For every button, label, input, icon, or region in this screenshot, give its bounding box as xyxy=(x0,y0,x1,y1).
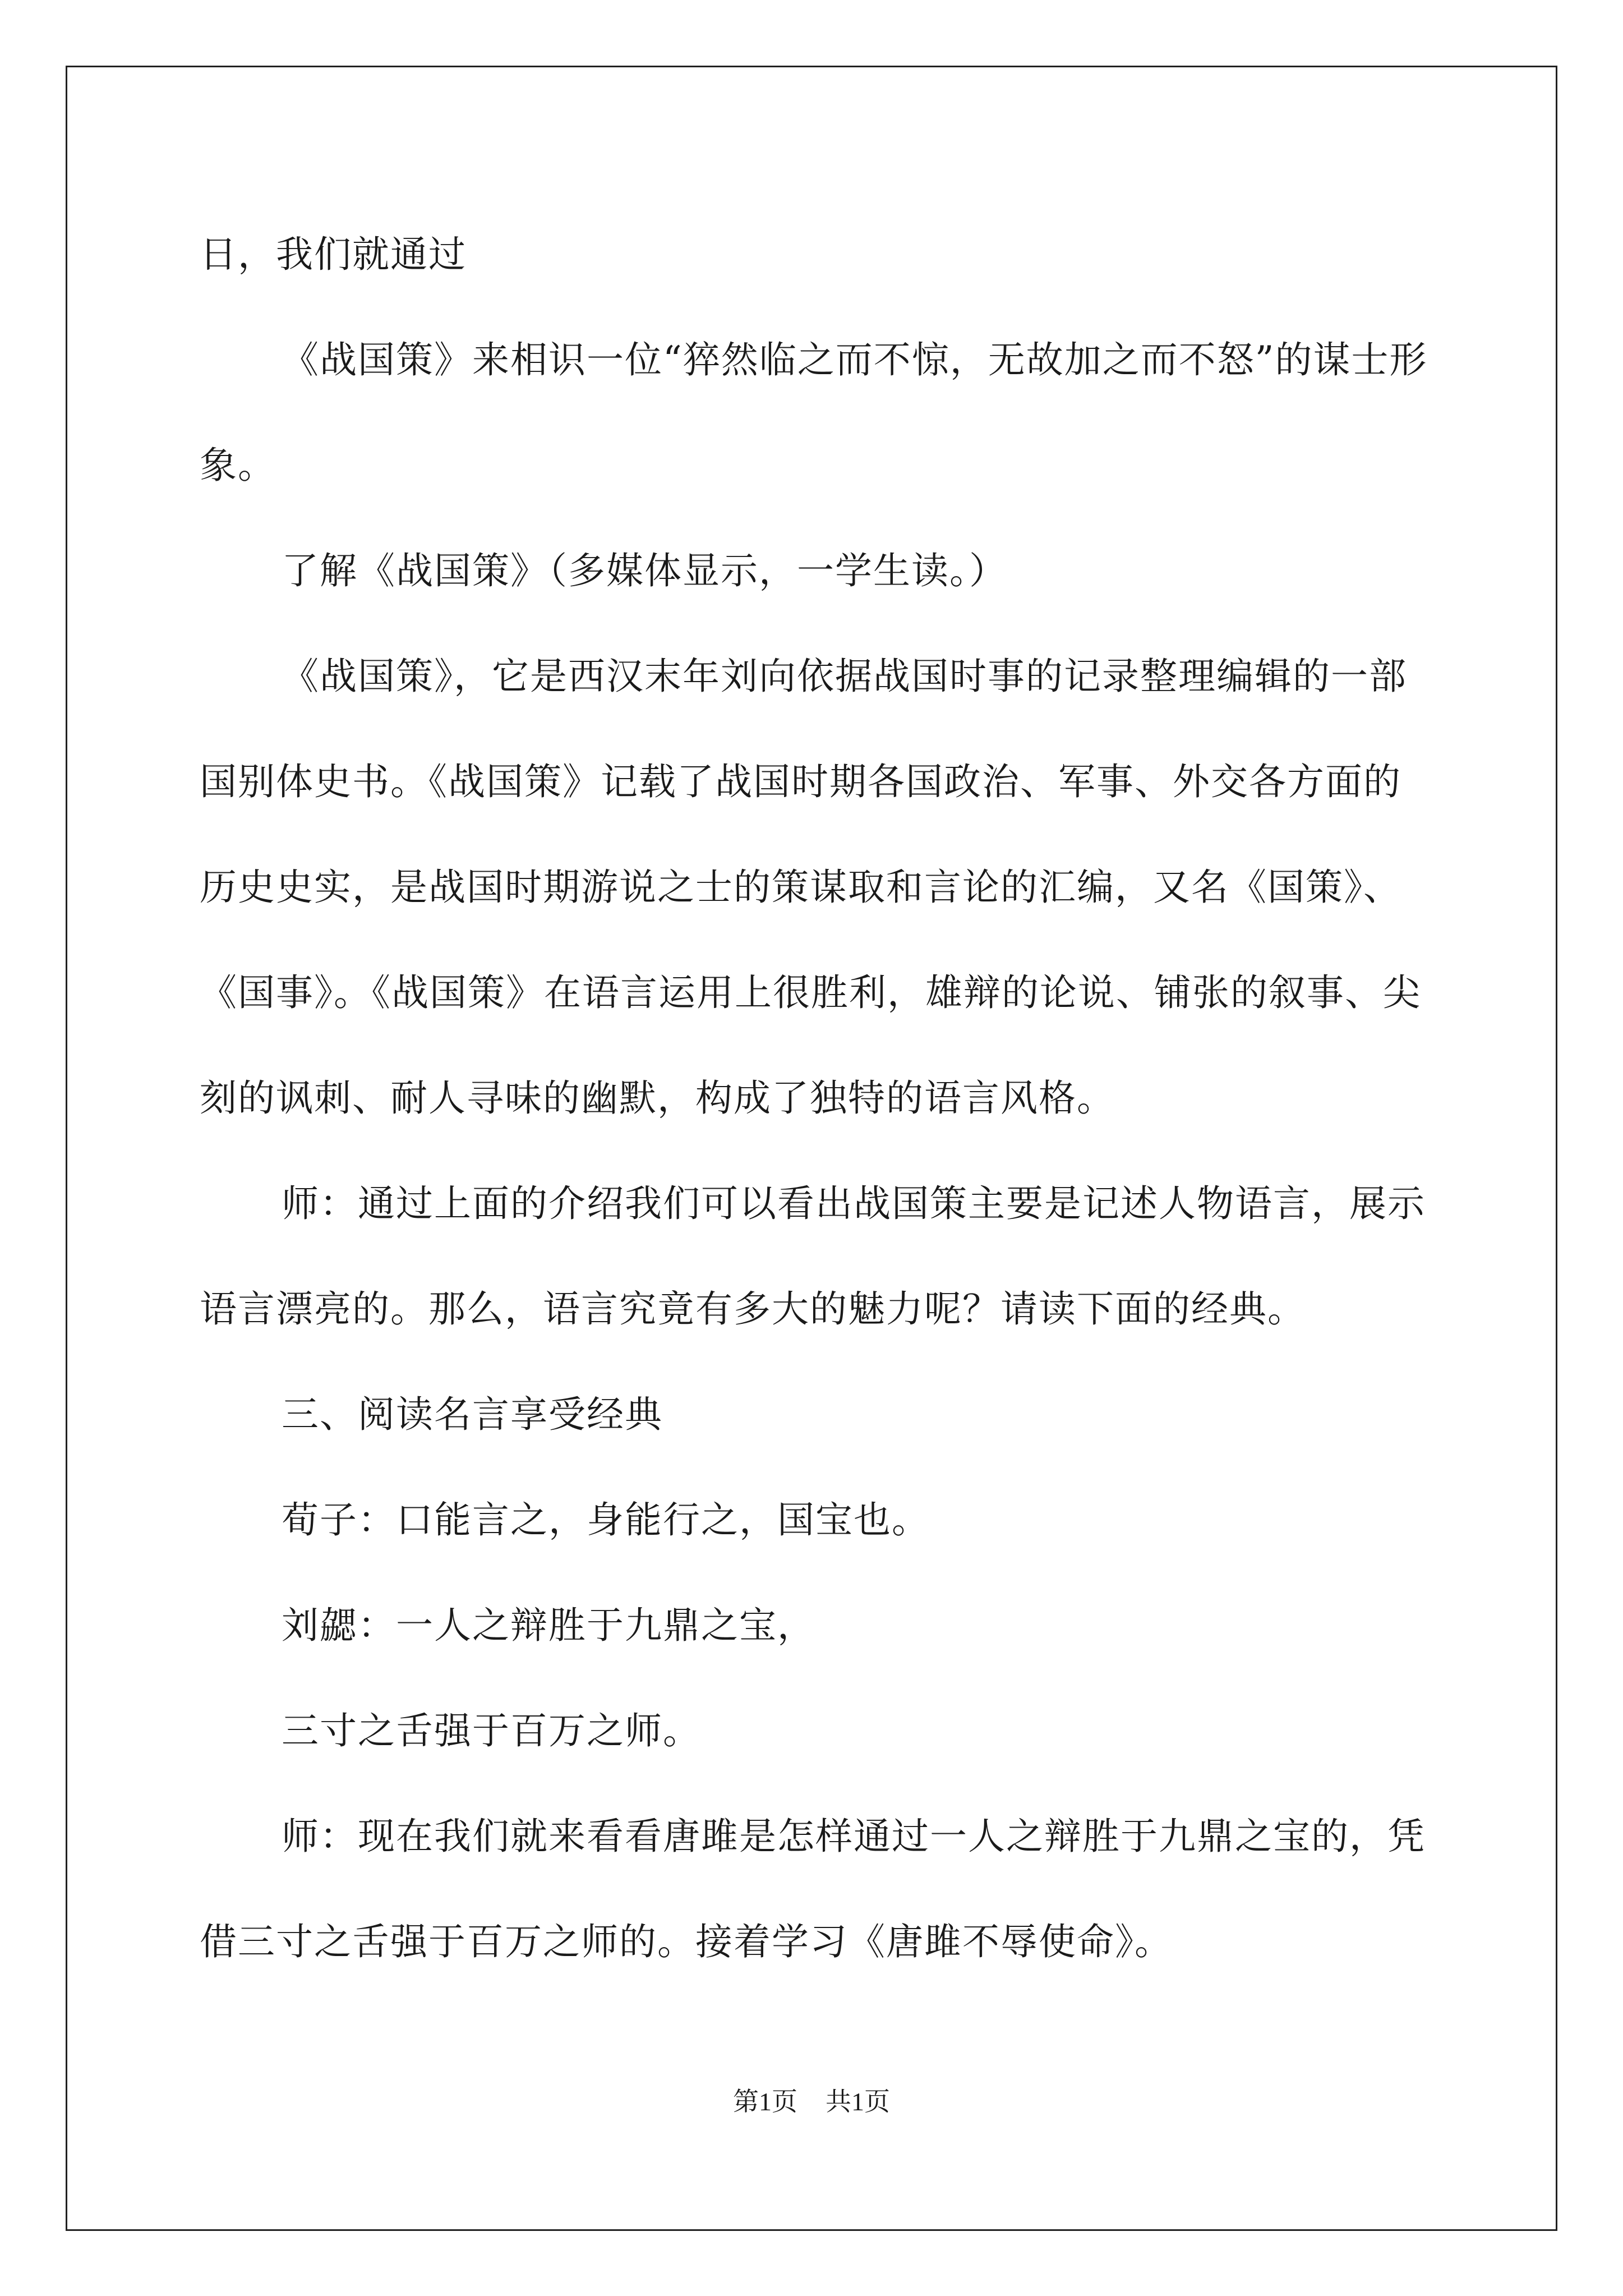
paragraph-final: 师：现在我们就来看看唐雎是怎样通过一人之辩胜于九鼎之宝的，凭借三寸之舌强于百万之师的。接着学习《唐雎不辱使命》。 xyxy=(200,1815,1426,1963)
paragraph-4: 《战国策》，它是西汉末年刘向依据战国时事的记录整理编辑的一部国别体史书。《战国策》记载了战国时期各国政治、军事、外交各方面的历史史实，是战国时期游说之士的策谋取和言论的汇编，又名《国策》、《国事》。《战国策》在语言运用上很胜利，雄辩的论说、铺张的叙事、尖刻的讽刺、耐人寻味的幽默，构成了独特的语言风格。 xyxy=(200,655,1421,1120)
paragraph-3: 了解《战国策》（多媒体显示，一学生读。） xyxy=(282,549,1007,592)
paragraph-2: 《战国策》来相识一位“猝然临之而不惊，无故加之而不怒”的谋士形象。 xyxy=(200,338,1428,487)
paragraph-1: 日，我们就通过 xyxy=(200,233,467,276)
quote-xunzi: 荀子：口能言之，身能行之，国宝也。 xyxy=(282,1498,930,1542)
page-footer xyxy=(0,2081,1623,2118)
quote-liuxie-1: 刘勰：一人之辩胜于九鼎之宝， xyxy=(282,1604,815,1647)
section-heading: 三、阅读名言享受经典 xyxy=(282,1393,663,1436)
paragraph-5: 师：通过上面的介绍我们可以看出战国策主要是记述人物语言，展示语言漂亮的。那么，语言究竟有多大的魅力呢？请读下面的经典。 xyxy=(200,1182,1426,1331)
document-body xyxy=(200,202,1439,1995)
page-number-current: 第1页 xyxy=(733,2087,797,2116)
quote-liuxie-2: 三寸之舌强于百万之师。 xyxy=(282,1709,701,1752)
page-number-total: 共1页 xyxy=(826,2087,890,2116)
